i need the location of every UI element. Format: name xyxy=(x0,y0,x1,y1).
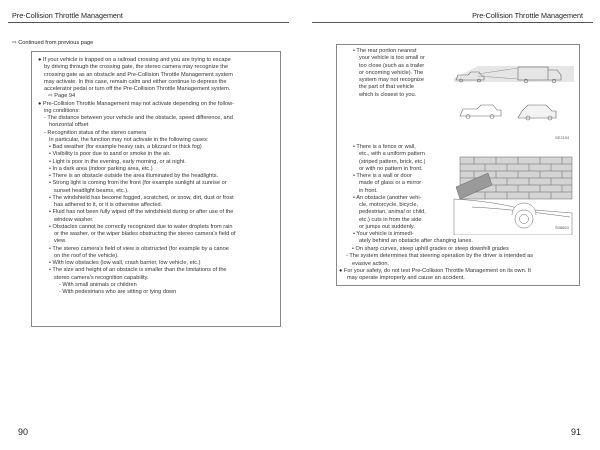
list-item: • The windshield has become fogged, scratched, or snow, dirt, dust or frost xyxy=(49,194,234,201)
text-line: (striped pattern, brick, etc.) xyxy=(359,158,426,165)
text-line: ately behind an obstacle after changing lanes. xyxy=(359,238,473,245)
right-block-1 xyxy=(352,48,452,99)
header-rule-right xyxy=(312,22,593,23)
list-item: • Your vehicle is immedi- xyxy=(353,231,414,237)
list-item: • There is a wall or door xyxy=(353,173,412,179)
list-item: ● For your safety, do not test Pre-Collision Throttle Management on its own. It xyxy=(339,267,531,274)
figure-code: S08663 xyxy=(555,225,569,230)
list-item: • Light is poor in the evening, early morning, or at night. xyxy=(49,158,186,165)
trailer-distance-illustration xyxy=(452,56,576,144)
text-line: or the washer, or the wiper blades obstructing the stereo camera's field of xyxy=(54,231,236,237)
page-header-left: Pre-Collision Throttle Management xyxy=(12,11,123,20)
page-number-left: 90 xyxy=(18,427,29,437)
text-line: pedestrian, animal or child, xyxy=(359,209,426,216)
text-line: horizontal offset xyxy=(49,122,89,129)
text-line: - The system determines that steering operation by the driver is intended as xyxy=(346,253,534,260)
list-item: • Strong light is coming from the front (for example sunlight at sunrise or xyxy=(49,180,227,187)
right-block-3 xyxy=(339,246,580,282)
text-line: may activate. In this case, remain calm and either continue to depress the xyxy=(44,78,227,85)
text-line: - With small animals or children xyxy=(59,281,137,288)
list-item: • With low obstacles (low wall, crash barrier, low vehicle, etc.) xyxy=(49,260,201,266)
text-line: view. xyxy=(54,238,67,245)
header-rule-left xyxy=(8,22,289,23)
text-line: In particular, the function may not activate in the following cases: xyxy=(49,136,209,143)
text-line: ing conditions: xyxy=(44,107,80,114)
text-line: window washer. xyxy=(54,216,94,223)
text-line: has adhered to it, or it is otherwise affected. xyxy=(54,202,163,208)
text-line: may operate improperly and cause an accident. xyxy=(347,275,465,281)
text-line: made of glass or a mirror xyxy=(359,180,422,187)
list-item: • The size and height of an obstacle is smaller than the limitations of the xyxy=(49,267,227,274)
page-number-right: 91 xyxy=(571,427,582,437)
left-page-body xyxy=(37,57,277,296)
text-line: too close (such as a trailer xyxy=(359,62,425,69)
text-line: - Recognition status of the stereo camera xyxy=(44,129,147,136)
brick-wall-illustration xyxy=(452,151,576,235)
list-item: • The stereo camera's field of view is obstructed (for example by a canoe xyxy=(49,245,229,252)
list-item: • Bad weather (for example heavy rain, a blizzard or thick fog) xyxy=(49,144,202,150)
list-item: • On sharp curves, steep uphill grades or steep downhill grades xyxy=(352,246,509,252)
text-line: system may not recognize xyxy=(359,77,424,83)
text-line: cle, motorcycle, bicycle, xyxy=(359,202,419,208)
text-line: - With pedestrians who are sitting or lying down xyxy=(59,289,177,295)
text-line: - The distance between your vehicle and the obstacle, speed difference, and xyxy=(44,115,233,121)
list-item: • In a dark area (indoor parking area, etc.) xyxy=(49,165,153,172)
list-item: • Fluid has not been fully wiped off the windshield during or after use of the xyxy=(49,209,234,216)
text-line: accelerator pedal or turn off the Pre-Collision Throttle Management system. xyxy=(44,86,231,92)
text-line: ● If your vehicle is trapped on a railroad crossing and you are trying to escape xyxy=(38,57,231,63)
list-item: • There is an obstacle outside the area illuminated by the headlights. xyxy=(49,173,219,179)
text-line: the part of that vehicle xyxy=(359,84,415,91)
list-item: • Obstacles cannot be correctly recognized due to water droplets from rain xyxy=(49,223,233,230)
continued-note: ⇨ Continued from previous page xyxy=(12,40,94,46)
text-line: etc., with a uniform pattern xyxy=(359,151,425,158)
page-reference: ⇨ Page 94 xyxy=(48,93,76,100)
text-line: etc.) cuts in from the side xyxy=(359,216,422,223)
text-line: in front. xyxy=(359,187,378,194)
text-line: by driving through the crossing gate, the stereo camera may recognize the xyxy=(44,64,229,71)
text-line: crossing gate as an obstacle and Pre-Collision Throttle Management system xyxy=(44,71,233,78)
list-item: • An obstacle (another vehi- xyxy=(353,194,422,201)
figure-code: SE2104 xyxy=(555,135,570,140)
list-item: • Visibility is poor due to sand or smoke in the air. xyxy=(49,151,171,158)
text-line: which is closest to you. xyxy=(359,91,417,98)
text-line: stereo camera's recognition capability. xyxy=(54,274,149,281)
text-line: or with no pattern in front. xyxy=(359,165,423,172)
text-line: or oncoming vehicle). The xyxy=(359,69,424,76)
list-item: • The rear portion nearest xyxy=(353,48,417,54)
text-line: on the roof of the vehicle). xyxy=(54,252,119,259)
text-line: ● Pre-Collision Throttle Management may not activate depending on the follow- xyxy=(38,100,235,107)
page-header-right: Pre-Collision Throttle Management xyxy=(472,11,583,20)
text-line: sunset headlight beams, etc.). xyxy=(54,187,129,194)
list-item: • There is a fence or wall, xyxy=(353,144,416,150)
text-line: evasive action. xyxy=(352,260,390,267)
text-line: your vehicle is too small or xyxy=(359,55,425,62)
text-line: or jumps out suddenly. xyxy=(359,223,415,230)
